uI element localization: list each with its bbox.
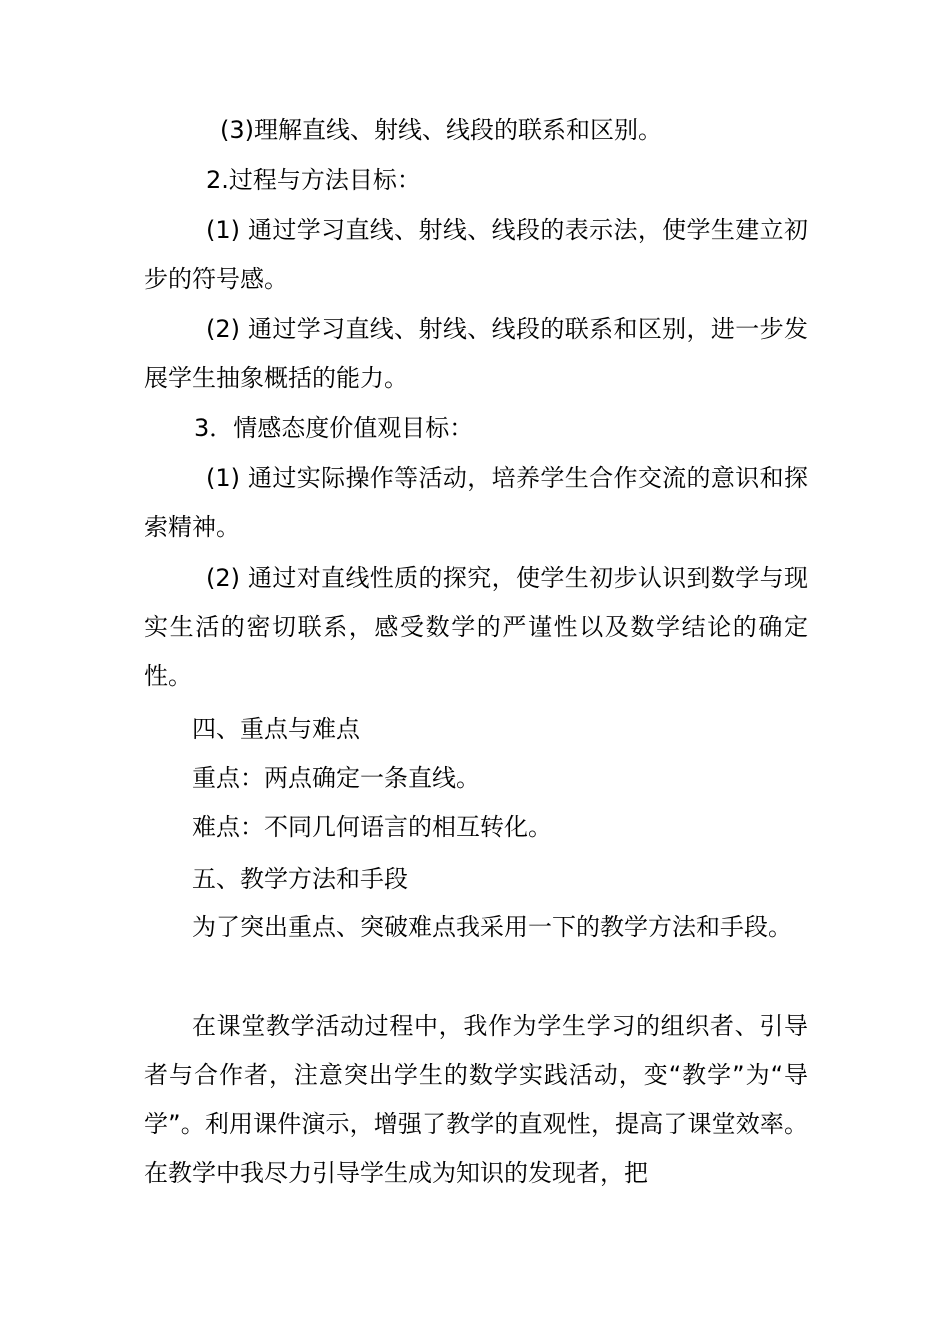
paragraph-objective-3: (3)理解直线、射线、线段的联系和区别。 [220, 116, 662, 144]
paragraph-key-point: 重点：两点确定一条直线。 [192, 764, 480, 792]
heading-process-method-goals: 2.过程与方法目标： [206, 166, 421, 194]
paragraph-process-goal-2: (2) 通过学习直线、射线、线段的联系和区别，进一步发展学生抽象概括的能力。 [144, 315, 808, 392]
paragraph-classroom-activity: 在课堂教学活动过程中，我作为学生学习的组织者、引导者与合作者，注意突出学生的数学实践活动，变“教学”为“导学”。利用课件演示，增强了教学的直观性，提高了课堂效率。在教学中我尽力引导学生成为知识的发现者，把 [144, 1012, 808, 1187]
paragraph-difficult-point: 难点：不同几何语言的相互转化。 [192, 813, 552, 841]
heading-key-and-difficult-points: 四、重点与难点 [192, 715, 360, 743]
paragraph-methods-intro: 为了突出重点、突破难点我采用一下的教学方法和手段。 [192, 913, 792, 941]
paragraph-emotion-goal-1: (1) 通过实际操作等活动，培养学生合作交流的意识和探索精神。 [144, 464, 808, 541]
paragraph-emotion-goal-2: (2) 通过对直线性质的探究，使学生初步认识到数学与现实生活的密切联系，感受数学的严谨性以及数学结论的确定性。 [144, 564, 808, 690]
heading-emotion-attitude-goals: 3．情感态度价值观目标： [194, 414, 474, 442]
paragraph-process-goal-1: (1) 通过学习直线、射线、线段的表示法，使学生建立初步的符号感。 [144, 216, 808, 293]
heading-teaching-methods: 五、教学方法和手段 [192, 865, 408, 893]
